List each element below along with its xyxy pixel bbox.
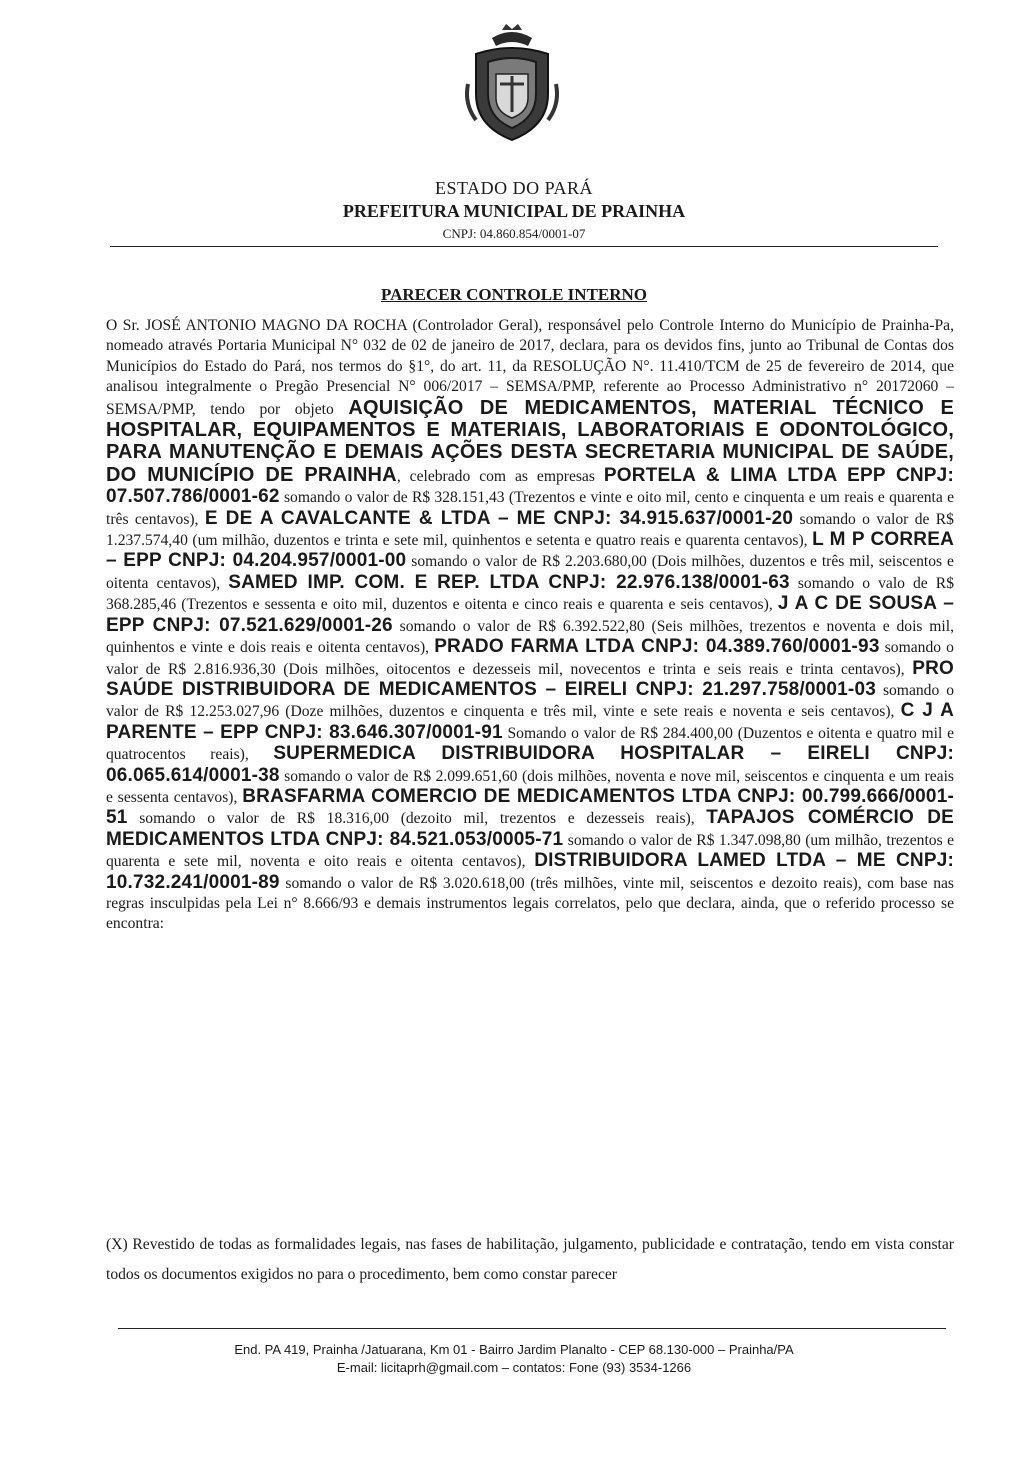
text-segment: somando o valor de R$ 328.151,43 (Trezentos e vinte e oito mil, cento e cinquenta e um reais e quarenta e três centavos), bbox=[106, 489, 954, 528]
text-segment: somando o valor de R$ 2.099.651,60 (dois milhões, noventa e nove mil, seiscentos e cinquenta e um reais e sessenta centavos), bbox=[106, 767, 954, 806]
company-name: TAPAJOS COMÉRCIO DE MEDICAMENTOS LTDA CNPJ: 84.521.053/0005-71 bbox=[106, 807, 955, 850]
text-segment: somando o valor de R$ 12.253.027,96 (Doze milhões, duzentos e cinquenta e três mil, vinte e sete reais e noventa e seis centavos), bbox=[106, 681, 954, 721]
text-segment: somando o valor de R$ 3.020.618,00 (três milhões, vinte mil, seiscentos e dezoito reais), com base nas regras insculpidas pela Lei n° 8.666/93 e demais instrumentos legais correlatos, pelo que declara, ainda, que o referido processo se encontra: bbox=[106, 874, 954, 933]
text-segment: somando o valor de R$ 2.203.680,00 (Dois milhões, duzentos e três mil, seiscentos e oitenta centavos), bbox=[106, 553, 954, 592]
text-segment: somando o valo de R$ 368.285,46 (Trezentos e sessenta e oito mil, duzentos e oitenta e cinco reais e quarenta e seis centavos), bbox=[106, 574, 954, 614]
company-name: E DE A CAVALCANTE & LTDA – ME CNPJ: 34.915.637/0001-20 bbox=[204, 507, 794, 529]
text-segment: somando o valor de R$ 6.392.522,80 (Seis milhões, trezentos e noventa e dois mil, quinhentos e vinte e dois reais e oitenta centavos), bbox=[106, 617, 954, 657]
footer-contact: E-mail: licitaprh@gmail.com – contatos: Fone (93) 3534-1266 bbox=[336, 1360, 692, 1375]
company-name: BRASFARMA COMERCIO DE MEDICAMENTOS LTDA CNPJ: 00.799.666/0001-51 bbox=[106, 785, 954, 829]
company-name: L M P CORREA – EPP CNPJ: 04.204.957/0001-00 bbox=[106, 529, 955, 572]
object-description: AQUISIÇÃO DE MEDICAMENTOS, MATERIAL TÉCNICO E HOSPITALAR, EQUIPAMENTOS E MATERIAIS, LABORATORIAIS E ODONTOLÓGICO, PARA MANUTENÇÃO E DEMAIS AÇÕES DESTA SECRETARIA MUNICIPAL DE SAÚDE, DO MUNICÍPIO DE PRAINHA bbox=[106, 396, 954, 486]
company-name: DISTRIBUIDORA LAMED LTDA – ME CNPJ: 10.732.241/0001-89 bbox=[106, 850, 954, 893]
prefecture-name: PREFEITURA MUNICIPAL DE PRAINHA bbox=[342, 201, 686, 221]
text-segment: somando o valor de R$ 18.316,00 (dezoito mil, trezentos e dezesseis reais), bbox=[127, 810, 707, 828]
company-name: PRO SAÚDE DISTRIBUIDORA DE MEDICAMENTOS – EIRELI CNPJ: 21.297.758/0001-03 bbox=[106, 657, 954, 700]
text-segment: , celebrado com as empresas bbox=[396, 467, 604, 485]
text-segment: somando o valor de R$ 1.347.098,80 (um milhão, trezentos e quarenta e sete mil, noventa e oito reais e oitenta centavos), bbox=[106, 831, 954, 871]
text-segment: somando o valor de R$ 2.816.936,30 (Dois milhões, oitocentos e dezesseis mil, novecentos e trinta e seis reais e trinta centavos), bbox=[106, 639, 954, 678]
text-segment: somando o valor de R$ 1.237.574,40 (um milhão, duzentos e trinta e sete mil, quinhentos e setenta e quatro reais e quarenta centavos), bbox=[106, 510, 954, 550]
prefecture-cnpj: CNPJ: 04.860.854/0001-07 bbox=[442, 226, 586, 241]
company-name: SUPERMEDICA DISTRIBUIDORA HOSPITALAR – EIRELI CNPJ: 06.065.614/0001-38 bbox=[106, 743, 954, 786]
text-segment: Somando o valor de R$ 284.400,00 (Duzentos e oitenta e quatro mil e quatrocentos reais), bbox=[106, 724, 954, 764]
letterhead bbox=[0, 178, 1028, 242]
checked-clause: (X) Revestido de todas as formalidades legais, nas fases de habilitação, julgamento, publicidade e contratação, tendo em vista constar todos os documentos exigidos no para o procedimento, bem como constar parecer bbox=[106, 1236, 954, 1283]
body-paragraph bbox=[106, 316, 954, 935]
document-title: PARECER CONTROLE INTERNO bbox=[380, 285, 648, 304]
coat-of-arms-icon bbox=[462, 24, 562, 144]
text-segment: O Sr. JOSÉ ANTONIO MAGNO DA ROCHA (Controlador Geral), responsável pelo Controle Interno do Município de Prainha-Pa, nomeado através Portaria Municipal N° 032 de 02 de janeiro de 2017, declara, para os devidos fins, junto ao Tribunal de Contas dos Municípios do Estado do Pará, nos termos do §1°, do art. 11, da RESOLUÇÃO N°. 11.410/TCM de 25 de fevereiro de 2014, que analisou integralmente o Pregão Presencial N° 006/2017 – SEMSA/PMP, referente ao Processo Administrativo n° 20172060 – SEMSA/PMP, tendo por objeto bbox=[106, 317, 954, 418]
company-name: SAMED IMP. COM. E REP. LTDA CNPJ: 22.976.138/0001-63 bbox=[228, 571, 790, 593]
footer bbox=[0, 1341, 1028, 1377]
state-name: ESTADO DO PARÁ bbox=[435, 178, 593, 198]
company-name: C J A PARENTE – EPP CNPJ: 83.646.307/0001-91 bbox=[106, 700, 954, 743]
footer-divider bbox=[118, 1328, 946, 1329]
company-name: PRADO FARMA LTDA CNPJ: 04.389.760/0001-93 bbox=[434, 636, 880, 658]
company-name: J A C DE SOUSA – EPP CNPJ: 07.521.629/0001-26 bbox=[106, 593, 954, 636]
footer-address: End. PA 419, Prainha /Jatuarana, Km 01 - Bairro Jardim Planalto - CEP 68.130-000 – Prainha/PA bbox=[234, 1342, 794, 1357]
header-divider bbox=[110, 246, 938, 247]
company-name: PORTELA & LIMA LTDA EPP CNPJ: 07.507.786/0001-62 bbox=[106, 464, 954, 508]
